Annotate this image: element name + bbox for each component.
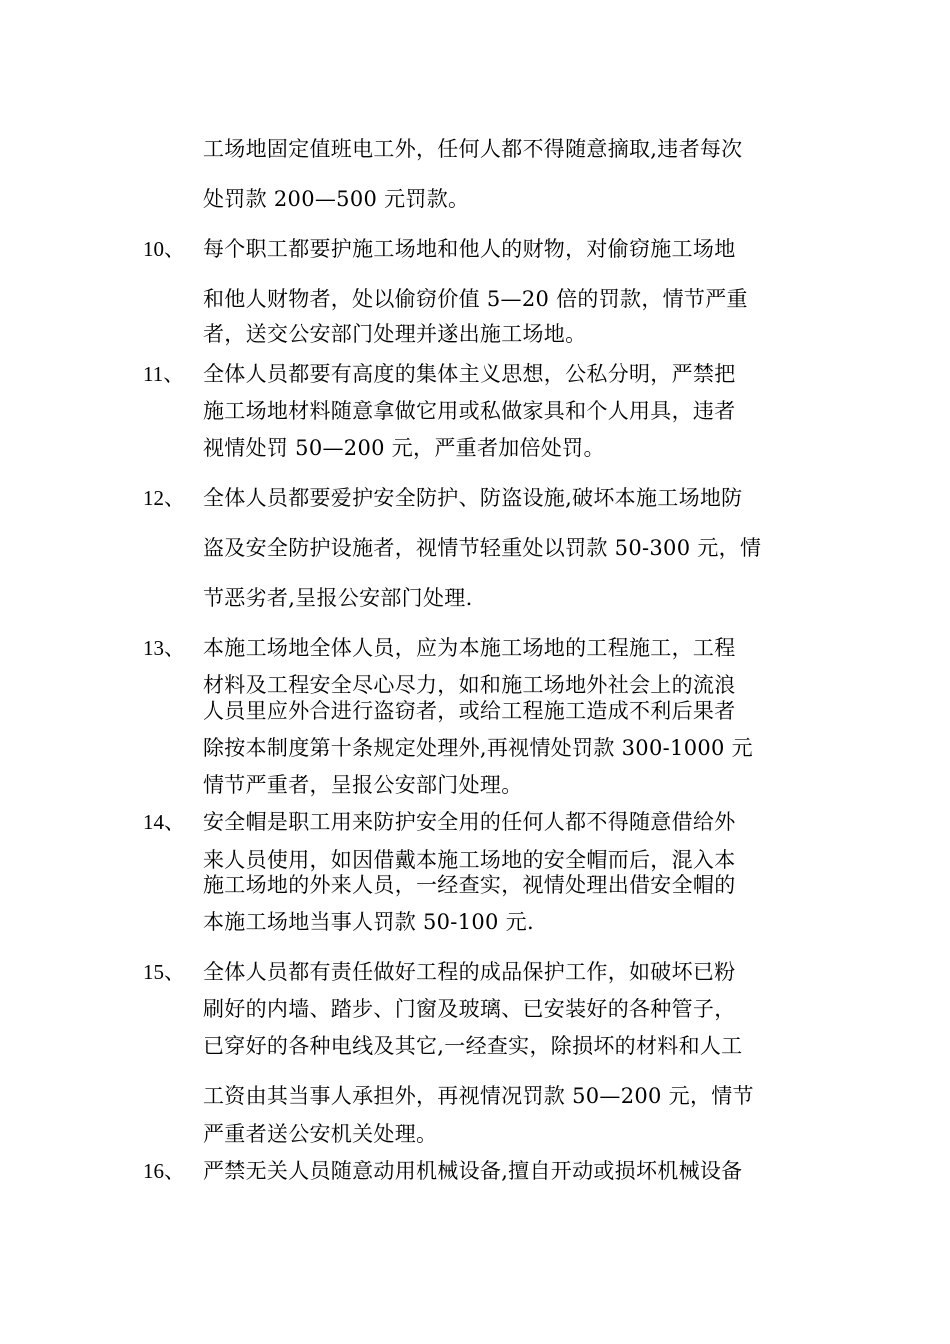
text-line: 严禁无关人员随意动用机械设备,擅自开动或损坏机械设备 xyxy=(203,1159,743,1183)
text-line: 本施工场地当事人罚款 50-100 元. xyxy=(203,910,534,934)
text-line: 工资由其当事人承担外，再视情况罚款 50—200 元，情节 xyxy=(203,1084,754,1108)
item-number: 15、 xyxy=(143,960,185,984)
text-line: 每个职工都要护施工场地和他人的财物，对偷窃施工场地 xyxy=(203,237,736,261)
text-line: 全体人员都要有高度的集体主义思想，公私分明，严禁把 xyxy=(203,362,736,386)
item-number: 14、 xyxy=(143,810,185,834)
text-line: 安全帽是职工用来防护安全用的任何人都不得随意借给外 xyxy=(203,810,736,834)
text-line: 人员里应外合进行盗窃者，或给工程施工造成不利后果者 xyxy=(203,699,736,723)
text-line: 盗及安全防护设施者，视情节轻重处以罚款 50-300 元，情 xyxy=(203,536,762,560)
text-line: 全体人员都有责任做好工程的成品保护工作，如破坏已粉 xyxy=(203,960,736,984)
item-number: 12、 xyxy=(143,486,185,510)
text-line: 者，送交公安部门处理并遂出施工场地。 xyxy=(203,322,587,346)
text-line: 全体人员都要爱护安全防护、防盗设施,破坏本施工场地防 xyxy=(203,486,743,510)
item-number: 10、 xyxy=(143,237,185,261)
item-number: 16、 xyxy=(143,1159,185,1183)
text-line: 节恶劣者,呈报公安部门处理. xyxy=(203,586,473,610)
text-line: 视情处罚 50—200 元，严重者加倍处罚。 xyxy=(203,436,605,460)
text-line: 严重者送公安机关处理。 xyxy=(203,1122,438,1146)
text-line: 已穿好的各种电线及其它,一经查实，除损坏的材料和人工 xyxy=(203,1034,743,1058)
text-line: 来人员使用，如因借戴本施工场地的安全帽而后，混入本 xyxy=(203,848,736,872)
text-line: 工场地固定值班电工外，任何人都不得随意摘取,违者每次 xyxy=(203,137,743,161)
item-number: 13、 xyxy=(143,636,185,660)
text-line: 本施工场地全体人员，应为本施工场地的工程施工，工程 xyxy=(203,636,736,660)
text-line: 施工场地材料随意拿做它用或私做家具和个人用具，违者 xyxy=(203,399,736,423)
text-line: 情节严重者，呈报公安部门处理。 xyxy=(203,773,523,797)
text-line: 材料及工程安全尽心尽力，如和施工场地外社会上的流浪 xyxy=(203,673,736,697)
text-line: 施工场地的外来人员，一经查实，视情处理出借安全帽的 xyxy=(203,873,736,897)
item-number: 11、 xyxy=(143,362,185,386)
text-line: 处罚款 200—500 元罚款。 xyxy=(203,187,470,211)
text-line: 除按本制度第十条规定处理外,再视情处罚款 300-1000 元 xyxy=(203,736,753,760)
text-line: 刷好的内墙、踏步、门窗及玻璃、已安装好的各种管子， xyxy=(203,997,736,1021)
text-line: 和他人财物者，处以偷窃价值 5—20 倍的罚款，情节严重 xyxy=(203,287,748,311)
